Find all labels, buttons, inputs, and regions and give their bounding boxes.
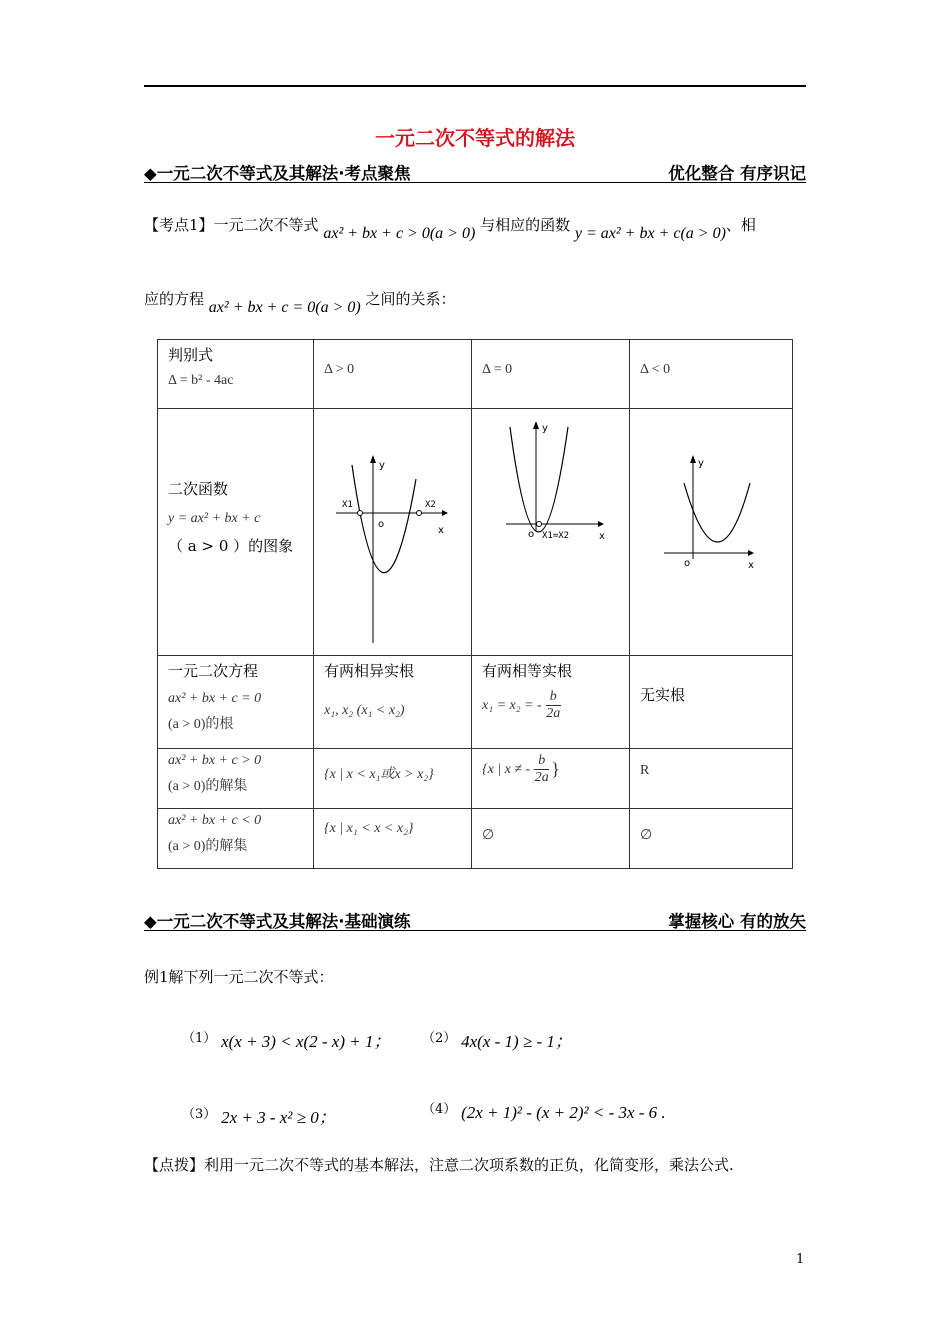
discriminant-label: 判别式 <box>168 346 214 364</box>
page-number: 1 <box>796 1252 805 1267</box>
page-title: 一元二次不等式的解法 <box>375 126 575 150</box>
roots-equal-formula <box>482 689 619 722</box>
lt-set-1 <box>314 809 472 869</box>
graph2-o: o <box>528 529 535 540</box>
case-negative-label: Δ < 0 <box>640 362 671 377</box>
graph-label: 二次函数 <box>168 480 229 498</box>
roots-equation: ax² + bx + c = 0 <box>168 691 262 706</box>
discriminant-cell <box>158 340 314 409</box>
lt-set-2 <box>472 809 630 869</box>
intro-text-2: 与相应的函数 <box>480 216 571 234</box>
graph3-x: x <box>748 560 754 571</box>
graph-label-cell <box>158 409 314 656</box>
graph-negative-cell <box>630 409 793 656</box>
roots-condition: (a > 0)的根 <box>168 717 234 732</box>
intro-line-2a: 应的方程 <box>144 290 205 308</box>
graph1-x1: X1 <box>342 500 353 510</box>
section-1-title: ◆一元二次不等式及其解法·考点聚焦 <box>144 164 411 183</box>
parabola-one-root-graph <box>472 409 629 655</box>
roots-equal-den: 2a <box>546 706 561 721</box>
gt-set-2 <box>472 749 630 809</box>
gt-set-2-den: 2a <box>534 770 549 785</box>
lt-set-3 <box>630 809 793 869</box>
gt-set-1 <box>314 749 472 809</box>
lt-set-2-value: ∅ <box>482 828 495 843</box>
gt-condition: (a > 0)的解集 <box>168 779 248 794</box>
graph3-y: y <box>698 458 704 469</box>
roots-none-cell <box>630 656 793 749</box>
lt-condition: (a > 0)的解集 <box>168 839 248 854</box>
roots-distinct-value: x₁, x₂ (x₁ < x₂) <box>324 703 405 718</box>
graph2-y: y <box>542 423 548 434</box>
lt-set-1-value: {x | x₁ < x < x₂} <box>324 821 414 836</box>
intro-inequality: ax² + bx + c > 0(a > 0) <box>323 225 476 242</box>
parabola-two-roots-graph <box>314 409 471 655</box>
table-row <box>158 409 793 656</box>
case-positive <box>314 340 472 409</box>
lt-label-cell <box>158 809 314 869</box>
roots-equal-num: b <box>546 689 561 706</box>
gt-set-2-close: } <box>551 759 560 779</box>
example-item-1-expr: x(x + 3) < x(2 - x) + 1； <box>221 1032 391 1051</box>
intro-label: 【考点1】 <box>144 216 214 234</box>
graph1-y: y <box>379 460 385 471</box>
roots-equal-title: 有两相等实根 <box>482 662 573 680</box>
roots-equal-value: x₁ = x₂ = - <box>482 697 542 713</box>
intro-text-1: 一元二次不等式 <box>213 216 319 234</box>
example-item-3-expr: 2x + 3 - x² ≥ 0； <box>221 1108 336 1127</box>
table-row <box>158 809 793 869</box>
graph2-x: x <box>599 531 605 542</box>
section-2-subtitle: 掌握核心 有的放矢 <box>668 912 806 931</box>
graph1-x: x <box>438 525 444 536</box>
example-item-3-num: （3） <box>182 1107 217 1122</box>
example-title: 例1解下列一元二次不等式： <box>144 968 334 986</box>
roots-label-cell <box>158 656 314 749</box>
intro-text-3: 、相 <box>725 216 756 234</box>
graph-condition: （ a > 0 ）的图象 <box>168 537 294 555</box>
header-rule <box>144 85 806 87</box>
case-negative <box>630 340 793 409</box>
intro-equation: ax² + bx + c = 0(a > 0) <box>208 299 361 316</box>
example-item-3 <box>182 1098 336 1127</box>
gt-set-2-num: b <box>534 753 549 770</box>
gt-set-1-value: {x | x < x₁或x > x₂} <box>324 767 434 782</box>
intro-line-2 <box>144 288 456 316</box>
table-row <box>158 656 793 749</box>
table-row <box>158 340 793 409</box>
roots-equal-cell <box>472 656 630 749</box>
case-positive-label: Δ > 0 <box>324 362 355 377</box>
example-item-4-expr: (2x + 1)² - (x + 2)² < - 3x - 6 . <box>461 1103 666 1122</box>
parabola-no-root-graph <box>630 409 792 655</box>
example-item-1-num: （1） <box>182 1031 217 1046</box>
example-item-2-expr: 4x(x - 1) ≥ - 1； <box>461 1032 572 1051</box>
intro-function: y = ax² + bx + c(a > 0) <box>574 225 726 242</box>
gt-label-cell <box>158 749 314 809</box>
roots-label: 一元二次方程 <box>168 662 259 680</box>
intro-line-2b: 之间的关系： <box>365 290 456 308</box>
graph1-o: o <box>378 519 385 530</box>
roots-distinct-title: 有两相异实根 <box>324 662 415 680</box>
graph-zero-cell <box>472 409 630 656</box>
graph1-x2: X2 <box>425 500 436 510</box>
graph2-x1x2: X1=X2 <box>542 531 570 541</box>
hint-text: 利用一元二次不等式的基本解法，注意二次项系数的正负，化简变形，乘法公式. <box>204 1156 734 1174</box>
gt-set-2-value: {x | x ≠ - <box>482 761 531 777</box>
gt-set-2-formula <box>482 753 619 786</box>
lt-label: ax² + bx + c < 0 <box>168 813 262 828</box>
example-item-2-num: （2） <box>422 1031 457 1046</box>
roots-none-title: 无实根 <box>640 685 686 704</box>
graph3-o: o <box>684 558 691 569</box>
example-item-1 <box>182 1022 391 1051</box>
section-1-subtitle: 优化整合 有序识记 <box>668 164 806 183</box>
graph-function: y = ax² + bx + c <box>168 511 261 526</box>
gt-set-3-value: R <box>640 763 650 778</box>
section-header-1 <box>144 160 806 183</box>
table-row <box>158 749 793 809</box>
section-header-2 <box>144 908 806 931</box>
roots-distinct-cell <box>314 656 472 749</box>
example-item-4 <box>422 1098 666 1122</box>
roots-equal-fraction <box>546 689 561 722</box>
gt-set-2-fraction <box>534 753 549 786</box>
example-item-4-num: （4） <box>422 1102 457 1117</box>
graph-positive-cell <box>314 409 472 656</box>
relation-table <box>157 339 793 869</box>
section-2-title: ◆一元二次不等式及其解法·基础演练 <box>144 912 411 931</box>
gt-label: ax² + bx + c > 0 <box>168 753 262 768</box>
gt-set-3 <box>630 749 793 809</box>
example-item-2 <box>422 1022 572 1051</box>
case-zero-label: Δ = 0 <box>482 362 513 377</box>
case-zero <box>472 340 630 409</box>
intro-line-1 <box>144 214 756 242</box>
hint-label: 【点拨】 <box>144 1156 205 1174</box>
lt-set-3-value: ∅ <box>640 828 653 843</box>
hint-line <box>144 1154 734 1175</box>
discriminant-formula: Δ = b² - 4ac <box>168 373 234 388</box>
